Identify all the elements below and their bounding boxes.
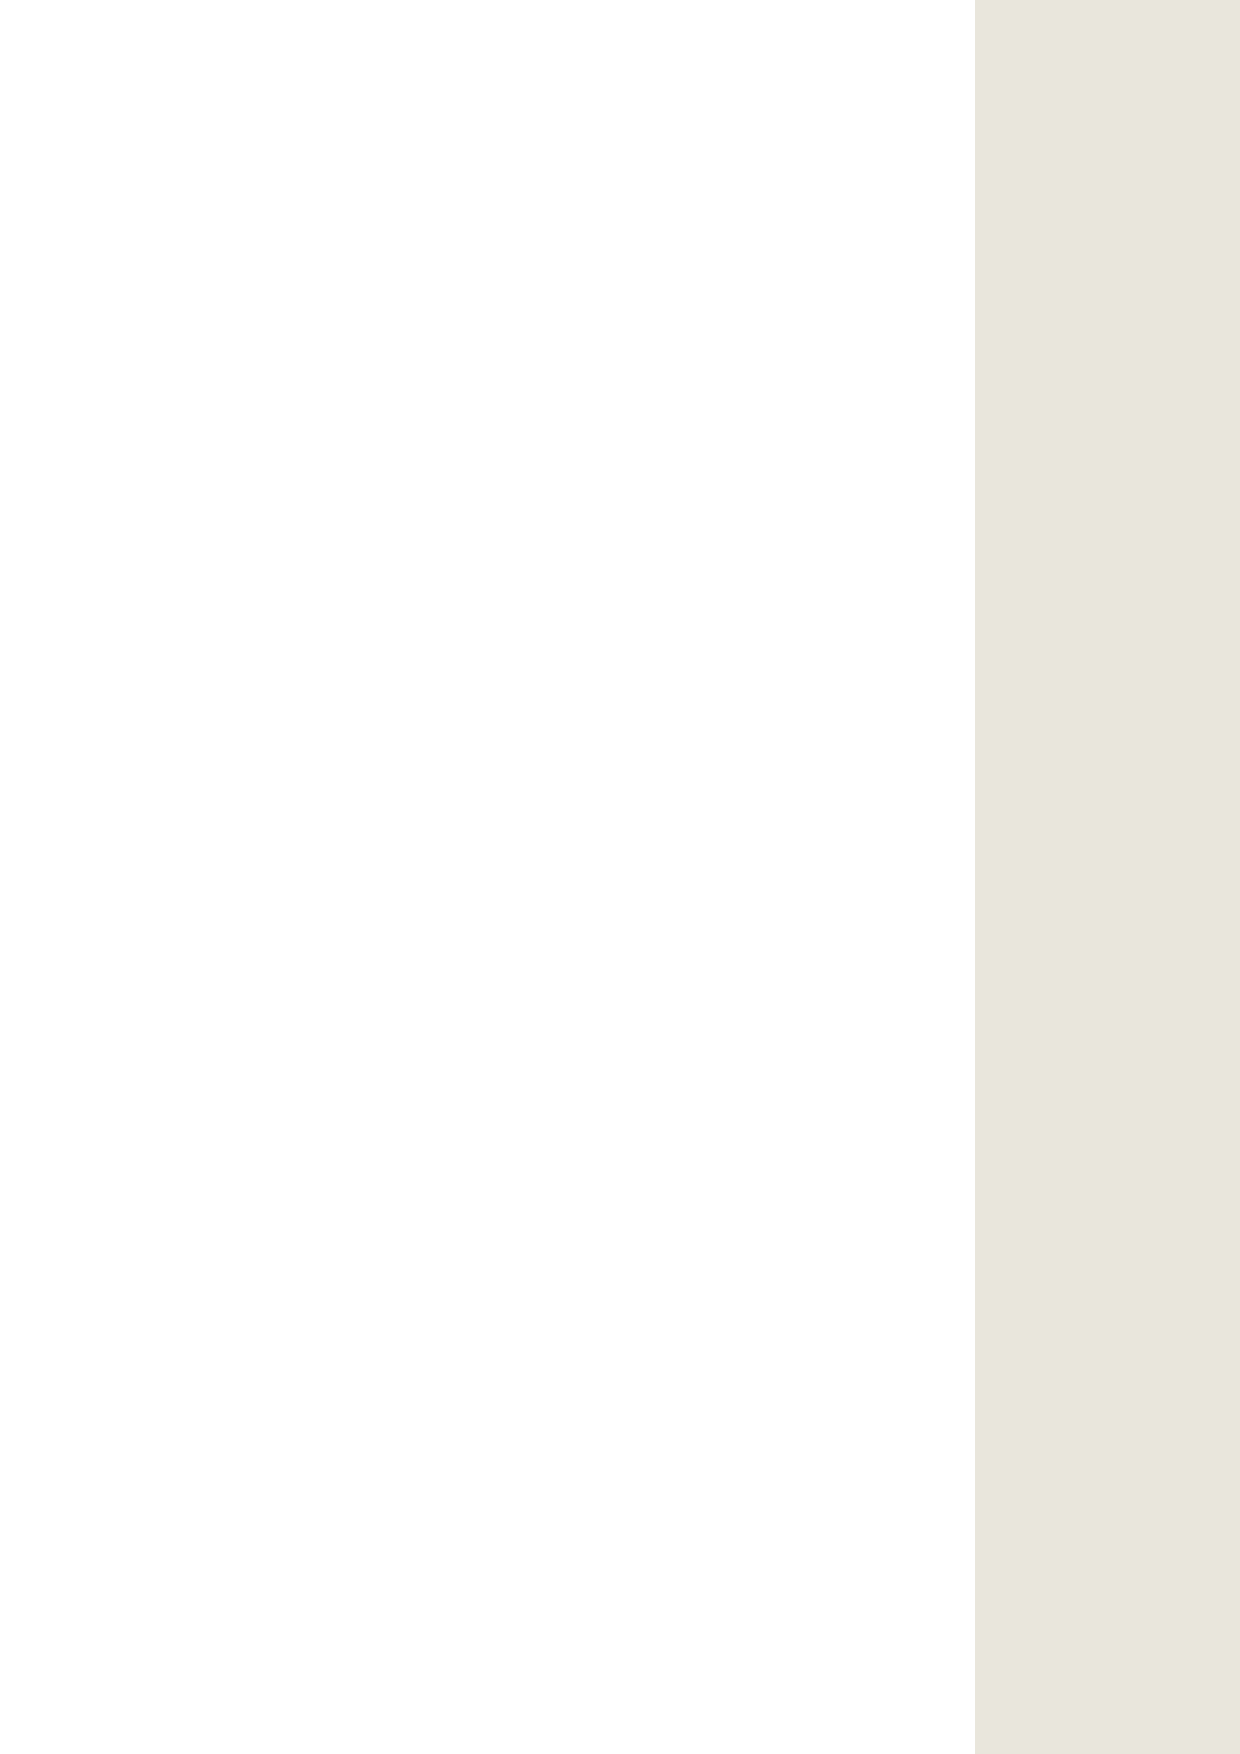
page-sidebar-band xyxy=(975,0,1240,1754)
chart-ssap-slope xyxy=(180,832,970,1332)
chart-pore-pressure xyxy=(125,165,525,365)
chart-min-fs-surface xyxy=(125,375,525,587)
chart-interslice-forces xyxy=(565,165,965,365)
chart-rho-normal-pressure xyxy=(565,375,965,587)
